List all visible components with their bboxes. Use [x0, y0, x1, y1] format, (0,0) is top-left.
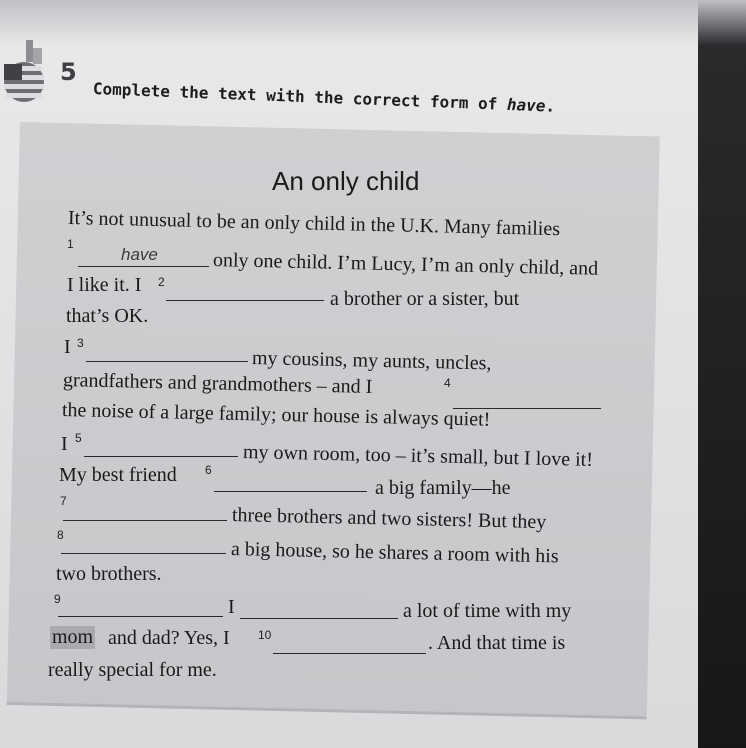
- instruction-period: .: [545, 96, 556, 116]
- blank-2[interactable]: [166, 300, 324, 301]
- article-title: An only child: [272, 166, 420, 196]
- instruction-keyword: have: [506, 94, 546, 116]
- blank-7[interactable]: [63, 520, 227, 521]
- text-line-3b: a brother or a sister, but: [330, 288, 520, 310]
- exercise-number: 5: [60, 58, 77, 86]
- blank-3[interactable]: [86, 361, 248, 362]
- text-line-4: that’s OK.: [66, 305, 149, 327]
- blank-number-10: 10: [258, 628, 272, 642]
- text-line-13b: a lot of time with my: [403, 600, 572, 622]
- blank-5[interactable]: [84, 456, 238, 457]
- blank-9b[interactable]: [240, 618, 398, 619]
- blank-10[interactable]: [273, 653, 426, 654]
- text-line-5b: my cousins, my aunts, uncles,: [251, 347, 492, 375]
- blank-9a[interactable]: [58, 616, 223, 617]
- text-line-3a: I like it. I: [67, 274, 142, 296]
- text-line-8a: I: [61, 433, 68, 455]
- blank-number-4: 4: [444, 376, 451, 390]
- blank-6[interactable]: [214, 491, 367, 492]
- text-line-11: a big house, so he shares a room with his: [230, 538, 559, 568]
- blank-number-7: 7: [60, 494, 67, 508]
- text-line-14c: . And that time is: [428, 632, 566, 654]
- blank-1[interactable]: [78, 266, 209, 267]
- blank-number-5: 5: [75, 431, 82, 445]
- text-line-2: only one child. I’m Lucy, I’m an only child, and: [212, 249, 599, 280]
- blank-number-6: 6: [205, 463, 212, 477]
- blank-number-3: 3: [77, 336, 84, 350]
- answer-1[interactable]: have: [121, 245, 158, 264]
- text-line-1: It’s not unusual to be an only child in the U.K. Many families: [67, 207, 561, 241]
- dark-background-edge: [698, 0, 746, 748]
- text-line-8b: my own room, too – it’s small, but I love it!: [242, 441, 594, 471]
- text-line-14b: and dad? Yes, I: [108, 627, 230, 649]
- text-line-10: three brothers and two sisters! But they: [231, 504, 547, 534]
- blank-number-2: 2: [158, 275, 165, 289]
- text-line-13a: I: [228, 596, 235, 618]
- text-line-5a: I: [64, 336, 71, 358]
- blank-number-1: 1: [67, 237, 74, 251]
- blank-number-8: 8: [57, 528, 64, 542]
- blank-number-9: 9: [54, 592, 61, 606]
- highlighted-word-mom: mom: [52, 626, 94, 648]
- text-line-9b: a big family—he: [375, 477, 511, 499]
- text-line-12: two brothers.: [56, 563, 162, 585]
- instruction-text: Complete the text with the correct form of: [92, 79, 508, 114]
- text-line-9a: My best friend: [59, 464, 177, 486]
- text-line-15: really special for me.: [48, 659, 217, 681]
- text-line-7: the noise of a large family; our house is always quiet!: [61, 399, 491, 431]
- text-line-6: grandfathers and grandmothers – and I: [62, 369, 373, 399]
- blank-8[interactable]: [61, 553, 226, 554]
